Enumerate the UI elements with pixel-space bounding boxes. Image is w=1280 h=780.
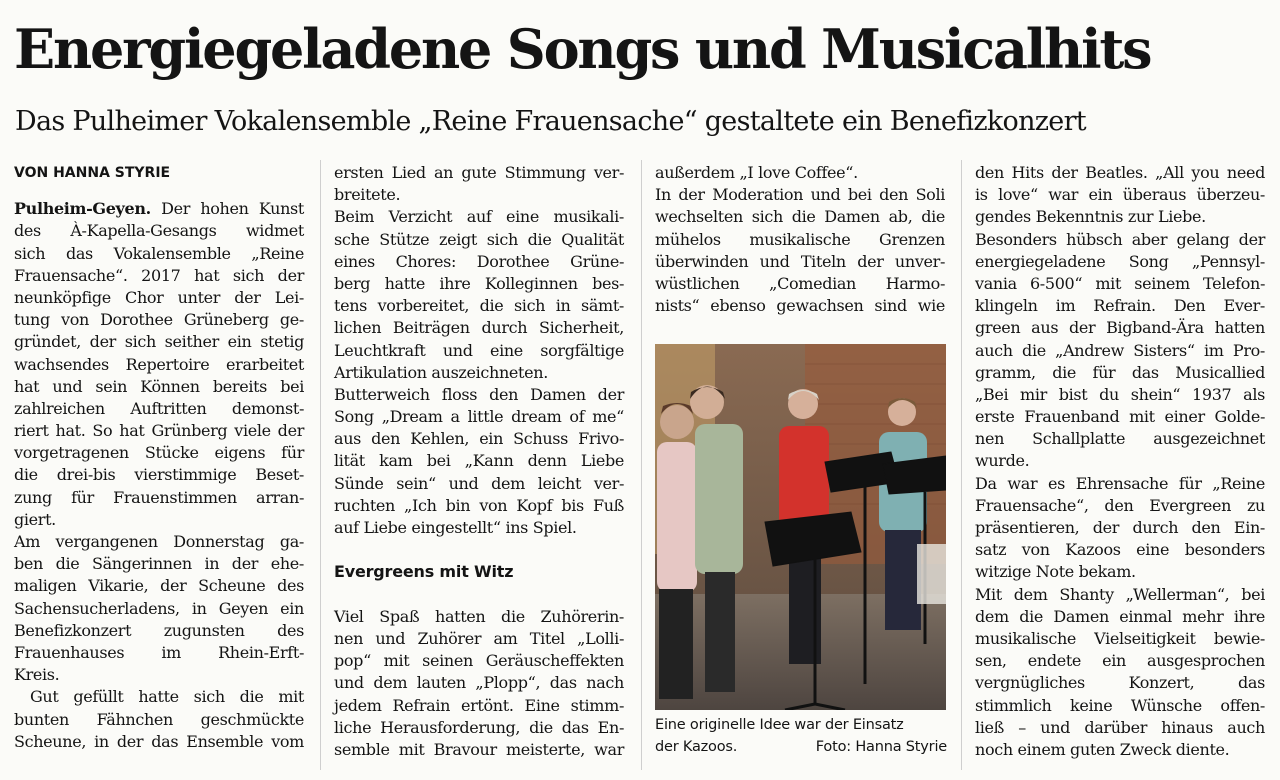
article-column-2 bbox=[334, 162, 624, 761]
column-divider bbox=[641, 160, 642, 770]
body-line: überwinden und Titeln der unver- bbox=[655, 251, 945, 271]
body-line: auch die „Andrew Sisters“ im Pro- bbox=[975, 340, 1265, 360]
caption-text: der Kazoos. bbox=[655, 739, 738, 755]
column-divider bbox=[320, 160, 321, 770]
body-line: Sünde sein“ und dem leicht ver- bbox=[334, 473, 624, 493]
section-subhead: Evergreens mit Witz bbox=[334, 562, 514, 582]
body-line: „Bei mir bist du shein“ 1937 als bbox=[975, 384, 1265, 404]
body-line: sche Stütze zeigt sich die Qualität bbox=[334, 229, 624, 249]
body-line: lität kam bei „Kann denn Liebe bbox=[334, 451, 624, 471]
body-line: Viel Spaß hatten die Zuhörerin- bbox=[334, 606, 624, 626]
body-line: pop“ mit seinen Geräuscheffekten bbox=[334, 651, 624, 671]
body-line: vania 6-500“ mit seinem Telefon- bbox=[975, 273, 1265, 293]
body-text-block bbox=[975, 162, 1265, 761]
body-line: nen und Zuhörer am Titel „Lolli- bbox=[334, 628, 624, 648]
body-line: Artikulation auszeichneten. bbox=[334, 362, 548, 382]
body-line: Frauensache“. 2017 hat sich der bbox=[14, 265, 304, 285]
body-line: energiegeladene Song „Pennsyl- bbox=[975, 251, 1265, 271]
article-column-1 bbox=[14, 162, 304, 753]
body-line: wachsendes Repertoire erarbeitet bbox=[14, 354, 304, 374]
body-line: ließ – und darüber hinaus auch bbox=[975, 717, 1265, 737]
body-line: lichen Beiträgen durch Sicherheit, bbox=[334, 318, 624, 338]
body-line: und dem lauten „Plopp“, das nach bbox=[334, 673, 624, 693]
body-line: erste Frauenband mit einer Golde- bbox=[975, 407, 1265, 427]
body-line: Song „Dream a little dream of me“ bbox=[334, 407, 624, 427]
body-line: green aus der Bigband-Ära hatten bbox=[975, 318, 1265, 338]
body-line: mühelos musikalische Grenzen bbox=[655, 229, 945, 249]
body-line: Kreis. bbox=[14, 665, 60, 685]
body-line: gründet, der sich seither ein stetig bbox=[14, 332, 304, 352]
body-line: vergnügliches Konzert, das bbox=[975, 673, 1265, 693]
body-line: außerdem „I love Coffee“. bbox=[655, 163, 858, 182]
body-line: Frauenhauses im Rhein-Erft- bbox=[14, 642, 304, 662]
body-line: semble mit Bravour meisterte, war bbox=[334, 739, 624, 759]
body-line: Gut gefüllt hatte sich die mit bbox=[30, 687, 304, 707]
body-line: riert hat. So hat Grünberg viele der bbox=[14, 421, 304, 441]
body-line: noch einem guten Zweck diente. bbox=[975, 739, 1230, 759]
concert-photo bbox=[655, 344, 946, 710]
body-text-block bbox=[334, 162, 624, 539]
body-line: Beim Verzicht auf eine musikali- bbox=[334, 207, 624, 227]
body-line: zahlreichen Auftritten demonst- bbox=[14, 398, 304, 418]
body-line: gendes Bekenntnis zur Liebe. bbox=[975, 207, 1206, 227]
subheadline: Das Pulheimer Vokalensemble „Reine Frauensache“ gestaltete ein Benefizkonzert bbox=[15, 106, 1086, 137]
body-line: satz von Kazoos eine besonders bbox=[975, 540, 1265, 560]
body-line: klingeln im Refrain. Den Ever- bbox=[975, 296, 1265, 316]
body-text-block bbox=[655, 162, 945, 317]
body-line: Scheune, in der das Ensemble vom bbox=[14, 731, 304, 751]
body-line: is love“ war ein überaus überzeu- bbox=[975, 185, 1265, 205]
body-line: den Hits der Beatles. „All you need bbox=[975, 163, 1265, 182]
body-line: wüstlichen „Comedian Harmo- bbox=[655, 273, 945, 293]
body-line: Da war es Ehrensache für „Reine bbox=[975, 473, 1265, 493]
body-text-block bbox=[334, 606, 624, 761]
body-line: breitete. bbox=[334, 185, 401, 205]
body-line: Sachensucherladens, in Geyen ein bbox=[14, 598, 304, 618]
body-line: gramm, die für das Musicallied bbox=[975, 362, 1265, 382]
photo-credit: Foto: Hanna Styrie bbox=[815, 739, 947, 755]
article-column-3 bbox=[655, 162, 945, 317]
body-line: wurde. bbox=[975, 451, 1030, 471]
caption-line bbox=[655, 736, 947, 758]
body-line: liche Herausforderung, die das En- bbox=[334, 717, 624, 737]
body-line: musikalische Vielseitigkeit bewie- bbox=[975, 628, 1265, 648]
body-line: bunten Fähnchen geschmückte bbox=[14, 709, 304, 729]
body-line: giert. bbox=[14, 509, 56, 529]
photo-caption bbox=[655, 714, 947, 758]
body-line: auf Liebe eingestellt“ ins Spiel. bbox=[334, 518, 577, 537]
body-line bbox=[14, 198, 304, 220]
body-text: Der hohen Kunst bbox=[150, 199, 304, 219]
body-line: Leuchtkraft und eine sorgfältige bbox=[334, 340, 624, 360]
body-line: sen, endete ein ausgesprochen bbox=[975, 651, 1265, 671]
body-line: Am vergangenen Donnerstag ga- bbox=[14, 532, 304, 551]
body-line: In der Moderation und bei den Soli bbox=[655, 185, 945, 205]
body-line: Benefizkonzert zugunsten des bbox=[14, 620, 304, 640]
body-line: nists“ ebenso gewachsen sind wie bbox=[655, 296, 945, 316]
article-column-4 bbox=[975, 162, 1265, 761]
column-divider bbox=[961, 160, 962, 770]
body-line: eines Chores: Dorothee Grüne- bbox=[334, 251, 624, 271]
body-line: neunköpfige Chor unter der Lei- bbox=[14, 287, 304, 307]
body-line: Besonders hübsch aber gelang der bbox=[975, 229, 1265, 249]
body-line: tung von Dorothee Grüneberg ge- bbox=[14, 310, 304, 330]
body-line: wechselten sich die Damen ab, die bbox=[655, 207, 945, 227]
body-line: vorgetragenen Stücke eigens für bbox=[14, 443, 304, 463]
author-byline: VON HANNA STYRIE bbox=[14, 165, 171, 181]
body-line: jedem Refrain ertönt. Eine stimm- bbox=[334, 695, 624, 715]
body-line: stimmlich keine Wünsche offen- bbox=[975, 695, 1265, 715]
body-line: tens vorbereitet, die sich in sämt- bbox=[334, 296, 624, 316]
body-line: die drei-bis vierstimmige Beset- bbox=[14, 465, 304, 485]
body-line: maligen Vikarie, der Scheune des bbox=[14, 576, 304, 596]
body-line: Mit dem Shanty „Wellerman“, bei bbox=[975, 584, 1265, 604]
body-line: nen Schallplatte ausgezeichnet bbox=[975, 429, 1265, 449]
body-line: dem die Damen einmal mehr ihre bbox=[975, 606, 1265, 626]
body-line: sich das Vokalensemble „Reine bbox=[14, 243, 304, 263]
body-line: hat und sein Können bereits bei bbox=[14, 376, 304, 396]
body-line: ben die Sängerinnen in der ehe- bbox=[14, 554, 304, 574]
body-line: zung für Frauenstimmen arran- bbox=[14, 487, 304, 507]
body-line: Butterweich floss den Damen der bbox=[334, 384, 624, 404]
body-line: ruchten „Ich bin von Kopf bis Fuß bbox=[334, 495, 624, 515]
headline: Energiegeladene Songs und Musicalhits bbox=[14, 17, 1151, 81]
body-text-block bbox=[14, 220, 304, 753]
body-line: ersten Lied an gute Stimmung ver- bbox=[334, 163, 624, 182]
caption-text: Eine originelle Idee war der Einsatz bbox=[655, 717, 904, 733]
body-line: witzige Note bekam. bbox=[975, 562, 1136, 582]
dateline: Pulheim-Geyen. bbox=[14, 199, 151, 219]
body-line: des À-Kapella-Gesangs widmet bbox=[14, 221, 304, 241]
body-line: Frauensache“, den Evergreen zu bbox=[975, 495, 1265, 515]
body-line: präsentieren, der durch den Ein- bbox=[975, 518, 1265, 537]
body-line: berg hatte ihre Kolleginnen bes- bbox=[334, 273, 624, 293]
body-line: aus den Kehlen, ein Schuss Frivo- bbox=[334, 429, 624, 449]
